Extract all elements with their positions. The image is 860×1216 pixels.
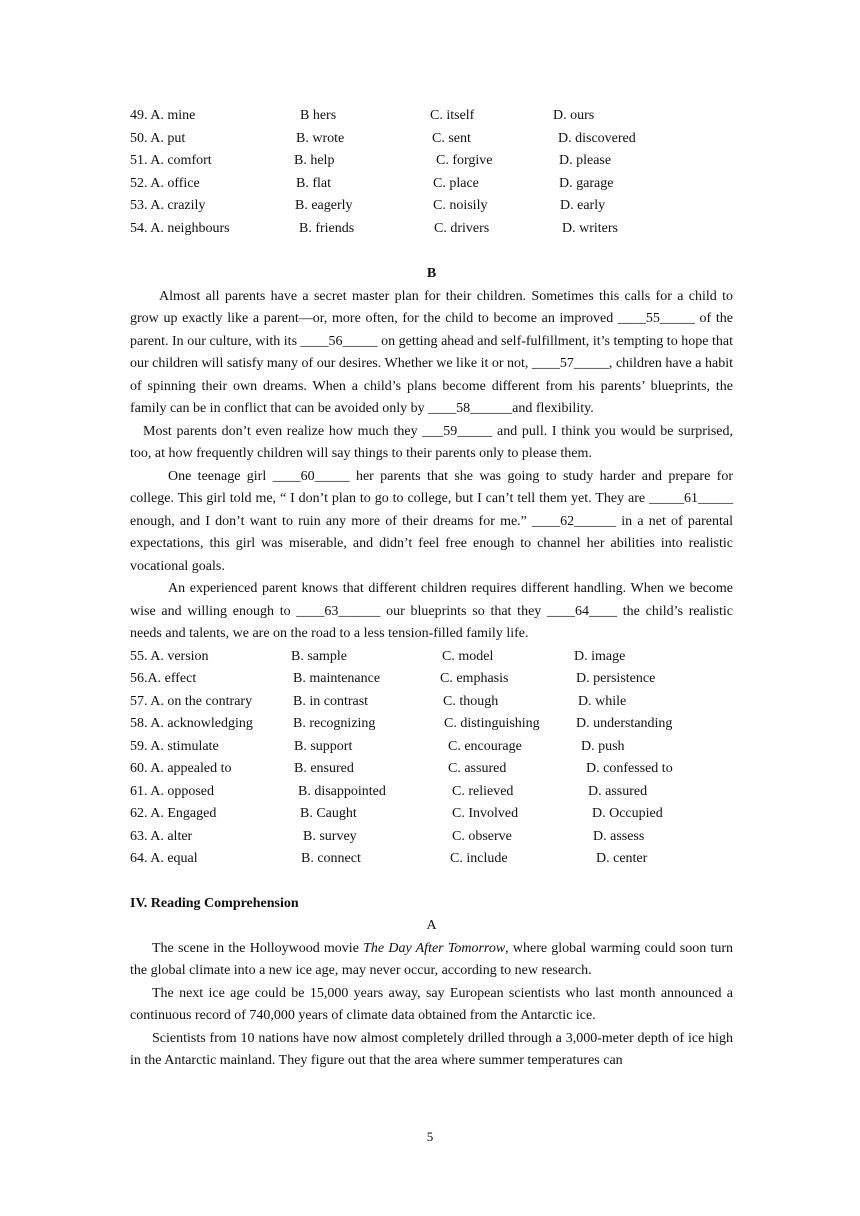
page-number: 5 — [426, 1129, 434, 1144]
option-b: B. recognizing — [293, 716, 376, 731]
option-a: 57. A. on the contrary — [130, 693, 253, 709]
section-b-heading: B — [426, 266, 437, 281]
option-b: B. wrote — [296, 130, 345, 146]
option-b: B. help — [294, 153, 335, 168]
option-row-57 — [130, 691, 733, 714]
option-b: B hers — [300, 108, 337, 123]
option-a: 52. A. office — [130, 175, 200, 191]
option-c: C. drivers — [434, 220, 490, 236]
passage-b-paragraph-4: An experienced parent knows that different children requires different handling. When we become wise and willing enough to ____63______ our blueprints so that they ____64____ the child’s realistic needs and talents, we are on the road to a less tension-filled family life. — [130, 581, 733, 641]
option-a: 53. A. crazily — [130, 198, 206, 213]
option-row-64 — [130, 848, 733, 871]
option-b: B. ensured — [294, 761, 354, 776]
option-b: B. eagerly — [295, 198, 353, 213]
option-c: C. distinguishing — [444, 716, 540, 731]
option-b: B. flat — [296, 175, 331, 191]
option-c: C. forgive — [436, 153, 493, 168]
option-a: 59. A. stimulate — [130, 738, 219, 754]
option-a: 55. A. version — [130, 648, 209, 664]
option-row-60 — [130, 758, 733, 781]
option-c: C. observe — [452, 828, 512, 844]
option-row-53 — [130, 195, 733, 218]
option-row-54 — [130, 218, 733, 241]
option-row-61 — [130, 781, 733, 804]
passage-a-heading: A — [426, 918, 437, 933]
passage-b-paragraph-3: One teenage girl ____60_____ her parents that she was going to study harder and prepare for college. This girl told me, “ I don’t plan to go to college, but I can’t tell them yet. They are _____61_____ enough, and I don’t want to ruin any more of their dreams for me.” ____62______ in a net of parental expectations, this girl was miserable, and didn’t feel free enough to channel her abilities into realistic vocational goals. — [130, 468, 733, 574]
option-b: B. survey — [303, 828, 357, 844]
option-c: C. Involved — [452, 806, 519, 821]
option-d: D. push — [581, 738, 625, 754]
option-d: D. discovered — [558, 130, 636, 146]
option-d: D. early — [560, 198, 606, 213]
option-d: D. please — [559, 153, 612, 168]
paragraph-text-before: The scene in the Holloywood movie — [152, 940, 364, 956]
option-d: D. image — [574, 648, 626, 664]
movie-title: The Day After Tomorrow — [363, 940, 506, 956]
option-d: D. understanding — [576, 716, 673, 731]
option-c: C. assured — [448, 761, 507, 776]
option-a: 63. A. alter — [130, 828, 193, 844]
option-c: C. noisily — [433, 198, 488, 213]
options-block-49-54 — [130, 105, 733, 240]
option-a: 60. A. appealed to — [130, 761, 232, 776]
paragraph-text-after: , where global warming could soon turn the global climate into a new ice age, may never occur, according to new research. — [130, 940, 734, 978]
option-d: D. center — [596, 851, 648, 866]
section-iv-title: IV. Reading Comprehension — [130, 895, 299, 911]
option-b: B. in contrast — [293, 693, 369, 709]
option-d: D. assess — [593, 828, 645, 844]
option-a: 62. A. Engaged — [130, 806, 217, 821]
option-a: 54. A. neighbours — [130, 220, 230, 236]
option-a: 61. A. opposed — [130, 783, 214, 799]
option-d: D. while — [578, 693, 627, 709]
option-row-51 — [130, 150, 733, 173]
option-b: B. support — [294, 738, 353, 754]
option-d: D. writers — [562, 220, 618, 236]
options-block-55-64 — [130, 646, 733, 871]
document-page — [130, 105, 733, 1073]
option-b: B. connect — [301, 851, 361, 866]
option-c: C. place — [433, 175, 479, 191]
option-b: B. disappointed — [298, 783, 386, 799]
passage-b-paragraph-1: Almost all parents have a secret master plan for their children. Sometimes this calls for a child to grow up exactly like a parent—or, more often, for the child to become an improved ____55_____ of the parent. In our culture, with its ____56_____ on getting ahead and self-fulfillment, it’s tempting to hope that our children will satisfy many of our desires. Whether we like it or not, ____57_____, children have a habit of spinning their own dreams. When a child’s plans become different from his parents’ blueprints, the family can be in conflict that can be avoided only by ____58______and flexibility. — [130, 288, 733, 416]
option-row-59 — [130, 736, 733, 759]
option-row-50 — [130, 128, 733, 151]
option-c: C. sent — [432, 130, 471, 146]
option-a: 56.A. effect — [130, 671, 197, 686]
passage-a-paragraph-1 — [130, 938, 733, 983]
option-d: D. confessed to — [586, 761, 673, 776]
option-row-63 — [130, 826, 733, 849]
passage-a-paragraph-2: The next ice age could be 15,000 years away, say European scientists who last month announced a continuous record of 740,000 years of climate data obtained from the Antarctic ice. — [130, 985, 733, 1023]
option-c: C. encourage — [448, 738, 522, 754]
option-d: D. assured — [588, 783, 648, 799]
option-row-49 — [130, 105, 733, 128]
option-b: B. friends — [299, 220, 355, 236]
option-b: B. Caught — [300, 806, 357, 821]
option-c: C. include — [450, 851, 508, 866]
option-a: 51. A. comfort — [130, 153, 212, 168]
option-c: C. model — [442, 648, 494, 664]
option-row-62 — [130, 803, 733, 826]
passage-b-paragraph-2: Most parents don’t even realize how much they ___59_____ and pull. I think you would be surprised, too, at how frequently children will say things to their parents only to please them. — [130, 423, 733, 461]
option-d: D. garage — [559, 175, 614, 191]
option-c: C. emphasis — [440, 671, 509, 686]
option-a: 58. A. acknowledging — [130, 716, 253, 731]
option-b: B. maintenance — [293, 671, 381, 686]
option-c: C. relieved — [452, 783, 514, 799]
option-row-58 — [130, 713, 733, 736]
option-a: 49. A. mine — [130, 108, 196, 123]
option-a: 50. A. put — [130, 130, 186, 146]
option-d: D. ours — [553, 108, 595, 123]
option-row-56 — [130, 668, 733, 691]
option-a: 64. A. equal — [130, 851, 198, 866]
option-b: B. sample — [291, 648, 347, 664]
option-c: C. though — [443, 693, 499, 709]
option-c: C. itself — [430, 108, 475, 123]
option-row-55 — [130, 646, 733, 669]
passage-a-paragraph-3: Scientists from 10 nations have now almost completely drilled through a 3,000-meter depth of ice high in the Antarctic mainland. They figure out that the area where summer temperatures can — [130, 1030, 733, 1068]
option-d: D. persistence — [576, 671, 656, 686]
option-d: D. Occupied — [592, 806, 663, 821]
option-row-52 — [130, 173, 733, 196]
